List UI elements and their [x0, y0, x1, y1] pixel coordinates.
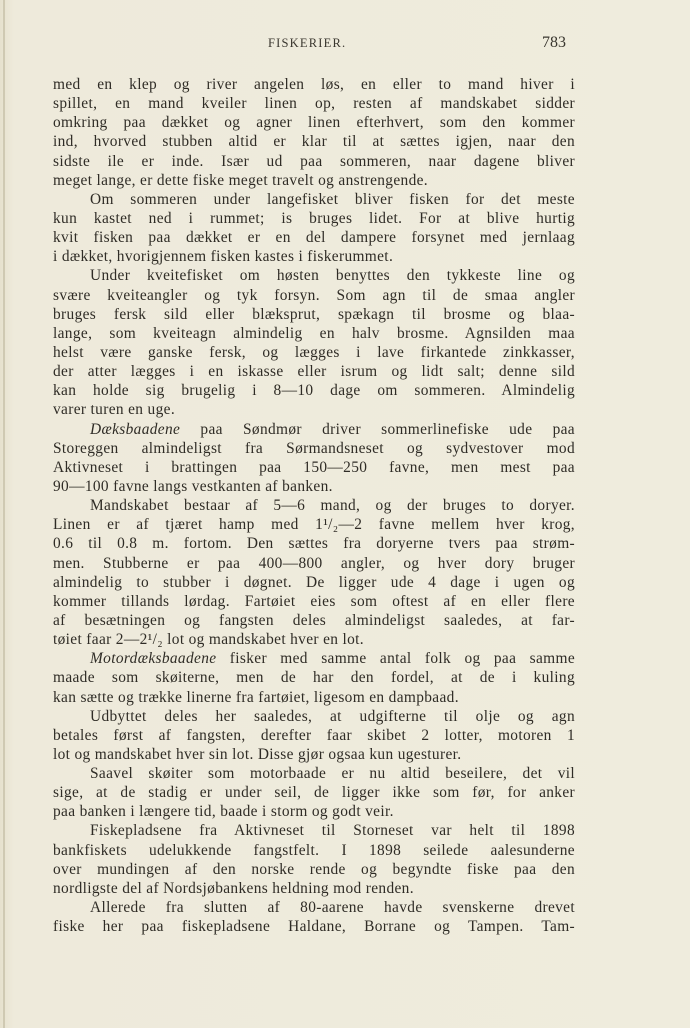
line-text: kan sætte og trække linerne fra fartøiet, ligesom en dampbaad. — [53, 688, 459, 706]
text-line — [53, 362, 575, 381]
text-line — [53, 707, 575, 726]
line-text: sidste ile er inde. Især ud paa sommeren, naar dagene bliver — [53, 152, 575, 170]
line-text: Aktivneset i brattingen paa 150—250 favne, men mest paa — [53, 458, 575, 476]
text-line — [53, 764, 575, 783]
line-text: Saavel skøiter som motorbaade er nu altid beseilere, det vil — [90, 765, 575, 783]
text-line — [53, 190, 575, 209]
text-line — [53, 286, 575, 305]
text-line — [53, 745, 575, 764]
line-text: betales først af fangsten, derefter faar skibet 2 lotter, motoren 1 — [53, 726, 575, 744]
text-line — [53, 898, 575, 917]
text-line — [53, 209, 575, 228]
italic-term: Dæksbaadene — [90, 420, 181, 438]
page-gutter-edge — [3, 0, 5, 1028]
body-text — [53, 75, 575, 936]
line-text: Fiskepladsene fra Aktivneset til Storneset var helt til 1898 — [90, 822, 575, 840]
line-text: maade som skøiterne, men de har den fordel, at de i kuling — [53, 669, 575, 687]
text-line — [53, 152, 575, 171]
line-text: i dækket, hvorigjennem fisken kastes i fiskerummet. — [53, 248, 394, 266]
text-line — [53, 477, 575, 496]
line-text: varer turen en uge. — [53, 401, 176, 419]
page-header — [0, 34, 690, 54]
text-line — [53, 400, 575, 419]
text-line — [53, 381, 575, 400]
line-text: kvit fisken paa dækket er en del dampere forsynet med jernlaag — [53, 229, 575, 247]
text-line — [53, 266, 575, 285]
line-text: kommer tillands lørdag. Fartøiet eies som oftest af en eller flere — [53, 592, 575, 610]
text-line — [53, 726, 575, 745]
line-text: paa banken i længere tid, baade i storm og godt veir. — [53, 803, 394, 821]
line-text: nordligste del af Nordsjøbankens heldning mod renden. — [53, 879, 414, 897]
text-line — [53, 668, 575, 687]
line-text: svære kveiteangler og tyk forsyn. Som agn til de smaa angler — [53, 286, 575, 304]
text-line — [53, 821, 575, 840]
line-text: ind, hvorved stubben altid er klar til at sættes igjen, naar den — [53, 133, 575, 151]
text-line — [53, 94, 575, 113]
text-line — [53, 554, 575, 573]
text-line — [53, 496, 575, 515]
line-text: Under kveitefisket om høsten benyttes den tykkeste line og — [90, 267, 575, 285]
line-text: lot og mandskabet hver sin lot. Disse gjør ogsaa kun ugesturer. — [53, 745, 462, 763]
line-text: Allerede fra slutten af 80-aarene havde svenskerne drevet — [90, 899, 575, 917]
text-line — [53, 439, 575, 458]
line-text: omkring paa dækket og agner linen efterhvert, som den kommer — [53, 114, 575, 132]
text-line — [53, 688, 575, 707]
line-text: kan holde sig brugelig i 8—10 dage om sommeren. Almindelig — [53, 382, 575, 400]
line-text: med en klep og river angelen løs, en eller to mand hiver i — [53, 76, 575, 93]
text-line — [53, 247, 575, 266]
text-line — [53, 573, 575, 592]
text-line — [53, 75, 575, 94]
line-text: af besætningen og fangsten deles almindeligst saaledes, at far- — [53, 611, 575, 629]
text-line — [53, 630, 575, 649]
text-line — [53, 649, 575, 668]
line-text: Om sommeren under langefisket bliver fisken for det meste — [90, 190, 575, 208]
line-text: bruges fersk sild eller blæksprut, spækagn til brosme og blaa- — [53, 305, 575, 323]
italic-term: Motordæksbaadene — [90, 650, 217, 668]
line-text: bankfiskets udelukkende fangstfelt. I 1898 seilede aalesunderne — [53, 841, 575, 859]
line-text: men. Stubberne er paa 400—800 angler, og hver dory bruger — [53, 554, 575, 572]
line-text: Linen er af tjæret hamp med 1¹/₂—2 favne mellem hver krog, — [53, 516, 575, 534]
line-text: 90—100 favne langs vestkanten af banken. — [53, 477, 333, 495]
text-line — [53, 515, 575, 534]
line-text: almindelig to stubber i døgnet. De ligger ude 4 dage i ugen og — [53, 573, 575, 591]
line-text: der atter lægges i en iskasse eller isrum og lidt salt; denne sild — [53, 363, 575, 381]
text-line — [53, 458, 575, 477]
text-line — [53, 917, 575, 936]
line-text: paa Søndmør driver sommerlinefiske ude paa — [180, 420, 575, 438]
line-text: fiske her paa fiskepladsene Haldane, Borrane og Tampen. Tam- — [53, 918, 575, 936]
line-text: spillet, en mand kveiler linen op, resten af mandskabet sidder — [53, 95, 575, 113]
line-text: 0.6 til 0.8 m. fortom. Den sættes fra doryerne tvers paa strøm- — [53, 535, 575, 553]
line-text: Mandskabet bestaar af 5—6 mand, og der bruges to doryer. — [90, 497, 575, 515]
text-line — [53, 592, 575, 611]
text-line — [53, 343, 575, 362]
text-line — [53, 879, 575, 898]
page-number: 783 — [542, 34, 566, 51]
text-line — [53, 324, 575, 343]
text-line — [53, 841, 575, 860]
text-line — [53, 611, 575, 630]
text-line — [53, 860, 575, 879]
text-line — [53, 132, 575, 151]
line-text: meget lange, er dette fiske meget travelt og anstrengende. — [53, 171, 428, 189]
text-line — [53, 305, 575, 324]
line-text: fisker med samme antal folk og paa samme — [216, 650, 575, 668]
text-line — [53, 420, 575, 439]
text-line — [53, 113, 575, 132]
text-line — [53, 228, 575, 247]
line-text: sige, at de stadig er under seil, de ligger ikke som før, for anker — [53, 784, 575, 802]
line-text: lange, som kveiteagn almindelig en halv brosme. Agnsilden maa — [53, 324, 575, 342]
line-text: Storeggen almindeligst fra Sørmandsneset og sydvestover mod — [53, 439, 575, 457]
line-text: over mundingen af den norske rende og begyndte fiske paa den — [53, 860, 575, 878]
line-text: tøiet faar 2—2¹/₂ lot og mandskabet hver en lot. — [53, 631, 365, 649]
text-line — [53, 534, 575, 553]
line-text: kun kastet ned i rummet; is bruges lidet. For at blive hurtig — [53, 209, 575, 227]
text-line — [53, 171, 575, 190]
line-text: Udbyttet deles her saaledes, at udgifterne til olje og agn — [90, 707, 575, 725]
text-line — [53, 783, 575, 802]
text-line — [53, 802, 575, 821]
line-text: helst være ganske fersk, og lægges i lave firkantede zinkkasser, — [53, 343, 575, 361]
running-title: FISKERIER. — [268, 36, 347, 50]
